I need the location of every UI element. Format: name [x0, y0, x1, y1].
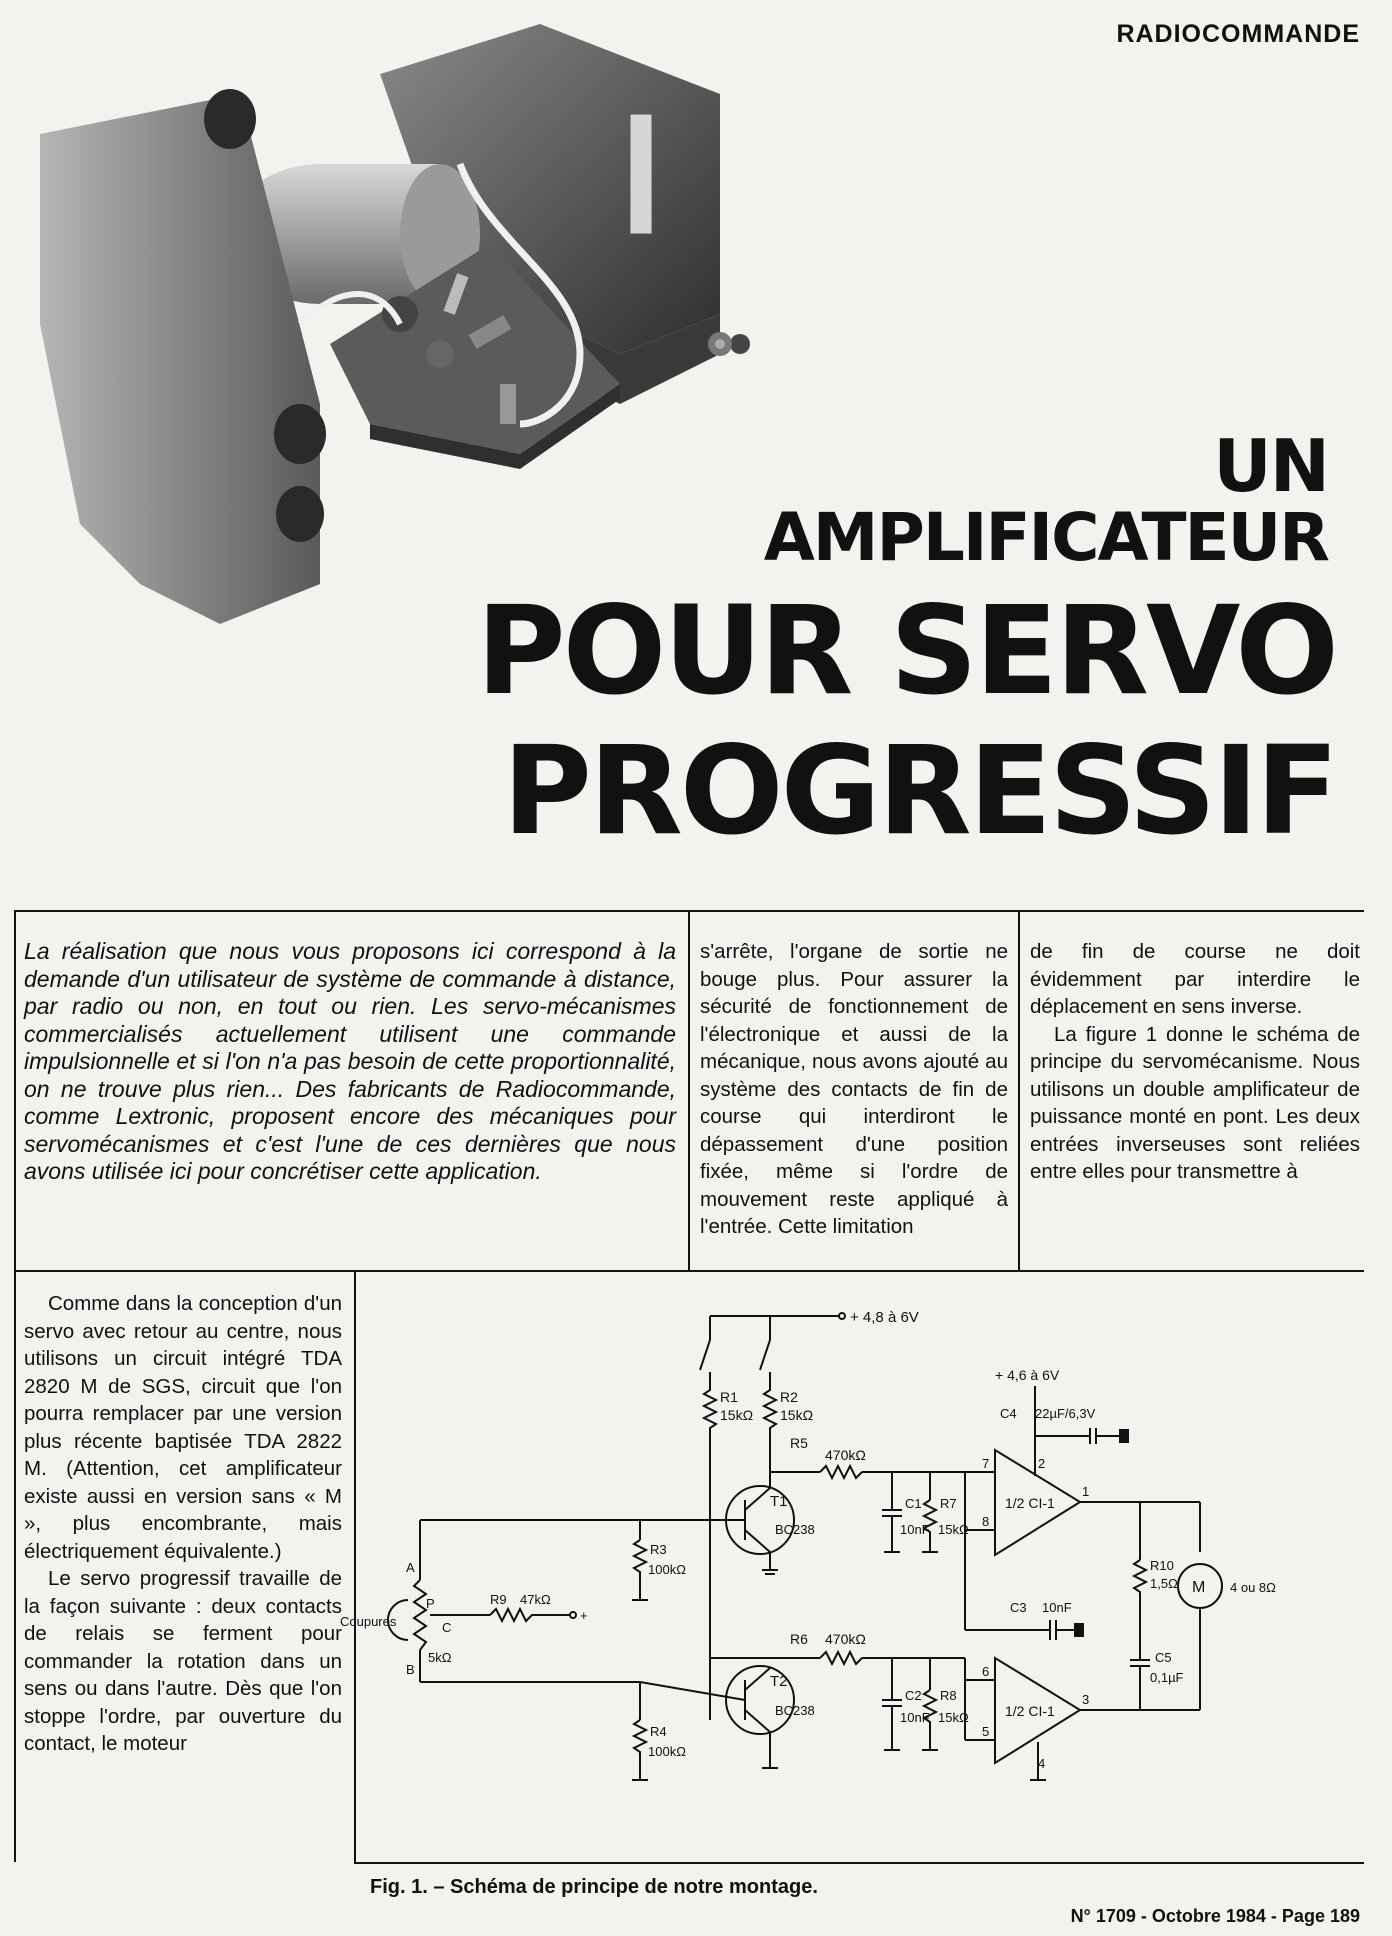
c1-label: C1	[905, 1496, 922, 1511]
r1-value: 15kΩ	[720, 1407, 754, 1423]
pin1-label: 1	[1082, 1484, 1090, 1499]
c2-value: 10nF	[900, 1710, 930, 1725]
c5-label: C5	[1155, 1650, 1172, 1665]
c2-label: C2	[905, 1688, 922, 1703]
column-4-paragraph-2: Le servo progressif travaille de la façon suivante : deux contacts de relais se ferment pour commander la rotation dans un sens ou dans l'autre. Dès que l'on stoppe l'ordre, par ouverture du contact, le moteur	[24, 1567, 342, 1755]
r2-value: 15kΩ	[780, 1407, 814, 1423]
pot-p-label: P	[426, 1596, 435, 1611]
svg-text:+: +	[580, 1608, 588, 1623]
motor-label: M	[1192, 1579, 1206, 1596]
supply2-label: + 4,6 à 6V	[995, 1367, 1060, 1383]
bottom-rule	[354, 1862, 1364, 1864]
servo-photo	[20, 24, 720, 624]
t1-label: T1	[770, 1493, 788, 1510]
r6-label: R6	[790, 1631, 808, 1647]
r3-label: R3	[650, 1542, 667, 1557]
r8-value: 15kΩ	[938, 1710, 969, 1725]
middle-rule	[14, 1270, 1364, 1272]
r5-value: 470kΩ	[825, 1447, 866, 1463]
r9-label: R9	[490, 1592, 507, 1607]
title-line-1: UN	[1213, 424, 1328, 508]
pin3-label: 3	[1082, 1692, 1090, 1707]
r4-label: R4	[650, 1724, 667, 1739]
column-rule-2	[1018, 910, 1020, 1270]
column-4-paragraph-1: Comme dans la conception d'un servo avec retour au centre, nous utilisons un circuit intégré TDA 2820 M de SGS, circuit que l'on pourra remplacer par une version plus récente baptisée TDA 2822 M. (Attention, cet amplificateur existe aussi en version sans « M », plus encombrante, mais électriquement équivalente.)	[24, 1292, 342, 1563]
r10-value: 1,5Ω	[1150, 1576, 1178, 1591]
r9-value: 47kΩ	[520, 1592, 551, 1607]
column-2-text: s'arrête, l'organe de sortie ne bouge plus. Pour assurer la sécurité de fonctionnement de l'électronique et aussi de la mécanique, nous avons ajouté au système des contacts de fin de course qui interdiront le dépassement d'une position fixée, même si l'ordre de mouvement reste appliqué à l'entrée. Cette limitation	[700, 940, 1008, 1238]
r2-label: R2	[780, 1389, 798, 1405]
r7-label: R7	[940, 1496, 957, 1511]
pin2-label: 2	[1038, 1456, 1046, 1471]
section-label: RADIOCOMMANDE	[1116, 20, 1360, 48]
ic1-label: 1/2 CI-1	[1005, 1495, 1055, 1511]
supply1-label: + 4,8 à 6V	[850, 1309, 919, 1326]
pin7-label: 7	[982, 1456, 990, 1471]
r5-label: R5	[790, 1435, 808, 1451]
r6-value: 470kΩ	[825, 1631, 866, 1647]
r8-label: R8	[940, 1688, 957, 1703]
column-3-text	[1030, 938, 1360, 1186]
t2-label: T2	[770, 1673, 788, 1690]
c1-value: 10nF	[900, 1522, 930, 1537]
intro-paragraph: La réalisation que nous vous proposons ici correspond à la demande d'un utilisateur de système de commande à distance, par radio ou non, en tout ou rien. Les servo-mécanismes commercialisés actuellement utilisent une commande impulsionnelle et si l'on n'a pas besoin de cette proportionnalité, on ne trouve plus rien... Des fabricants de Radiocommande, comme Lextronic, proposent encore des mécaniques pour servomécanismes et c'est l'une de ces dernières que nous avons utilisée ici pour concrétiser cette application.	[24, 938, 676, 1184]
left-rule	[14, 910, 16, 1862]
column-4-text	[24, 1290, 342, 1758]
c3-value: 10nF	[1042, 1600, 1072, 1615]
c4-label: C4	[1000, 1406, 1017, 1421]
pot-a-label: A	[406, 1560, 415, 1575]
column-rule-1	[688, 910, 690, 1270]
c3-label: C3	[1010, 1600, 1027, 1615]
r7-value: 15kΩ	[938, 1522, 969, 1537]
pin5-label: 5	[982, 1724, 990, 1739]
pin4-label: 4	[1038, 1756, 1046, 1771]
coupures-label: Coupures	[340, 1614, 397, 1629]
r10-label: R10	[1150, 1558, 1174, 1573]
r1-label: R1	[720, 1389, 738, 1405]
c4-value: 22µF/6,3V	[1035, 1406, 1096, 1421]
title-line-4: PROGRESSIF	[502, 720, 1336, 862]
ic2-label: 1/2 CI-1	[1005, 1703, 1055, 1719]
column-3-paragraph-2: La figure 1 donne le schéma de principe du servomécanisme. Nous utilisons un double amplificateur de puissance monté en pont. Les deux entrées inverseuses sont reliées entre elles pour transmettre à	[1030, 1022, 1360, 1183]
page-footer: N° 1709 - Octobre 1984 - Page 189	[1070, 1906, 1360, 1926]
r4-value: 100kΩ	[648, 1744, 686, 1759]
pin8-label: 8	[982, 1514, 990, 1529]
pin6-label: 6	[982, 1664, 990, 1679]
motor-value: 4 ou 8Ω	[1230, 1580, 1276, 1595]
t2-type: BC238	[775, 1703, 815, 1718]
t1-type: BC238	[775, 1522, 815, 1537]
column-3-paragraph-1: de fin de course ne doit évidemment par interdire le déplacement en sens inverse.	[1030, 940, 1360, 1018]
circuit-schematic	[340, 1290, 1360, 1855]
figure-caption: Fig. 1. – Schéma de principe de notre montage.	[370, 1876, 818, 1898]
pot-c-label: C	[442, 1620, 452, 1635]
r3-value: 100kΩ	[648, 1562, 686, 1577]
pot-value: 5kΩ	[428, 1650, 452, 1665]
title-line-2: AMPLIFICATEUR	[763, 499, 1328, 576]
pot-b-label: B	[406, 1662, 415, 1677]
column-rule-3	[354, 1270, 356, 1862]
c5-value: 0,1µF	[1150, 1670, 1184, 1685]
title-line-3: POUR SERVO	[476, 580, 1336, 722]
